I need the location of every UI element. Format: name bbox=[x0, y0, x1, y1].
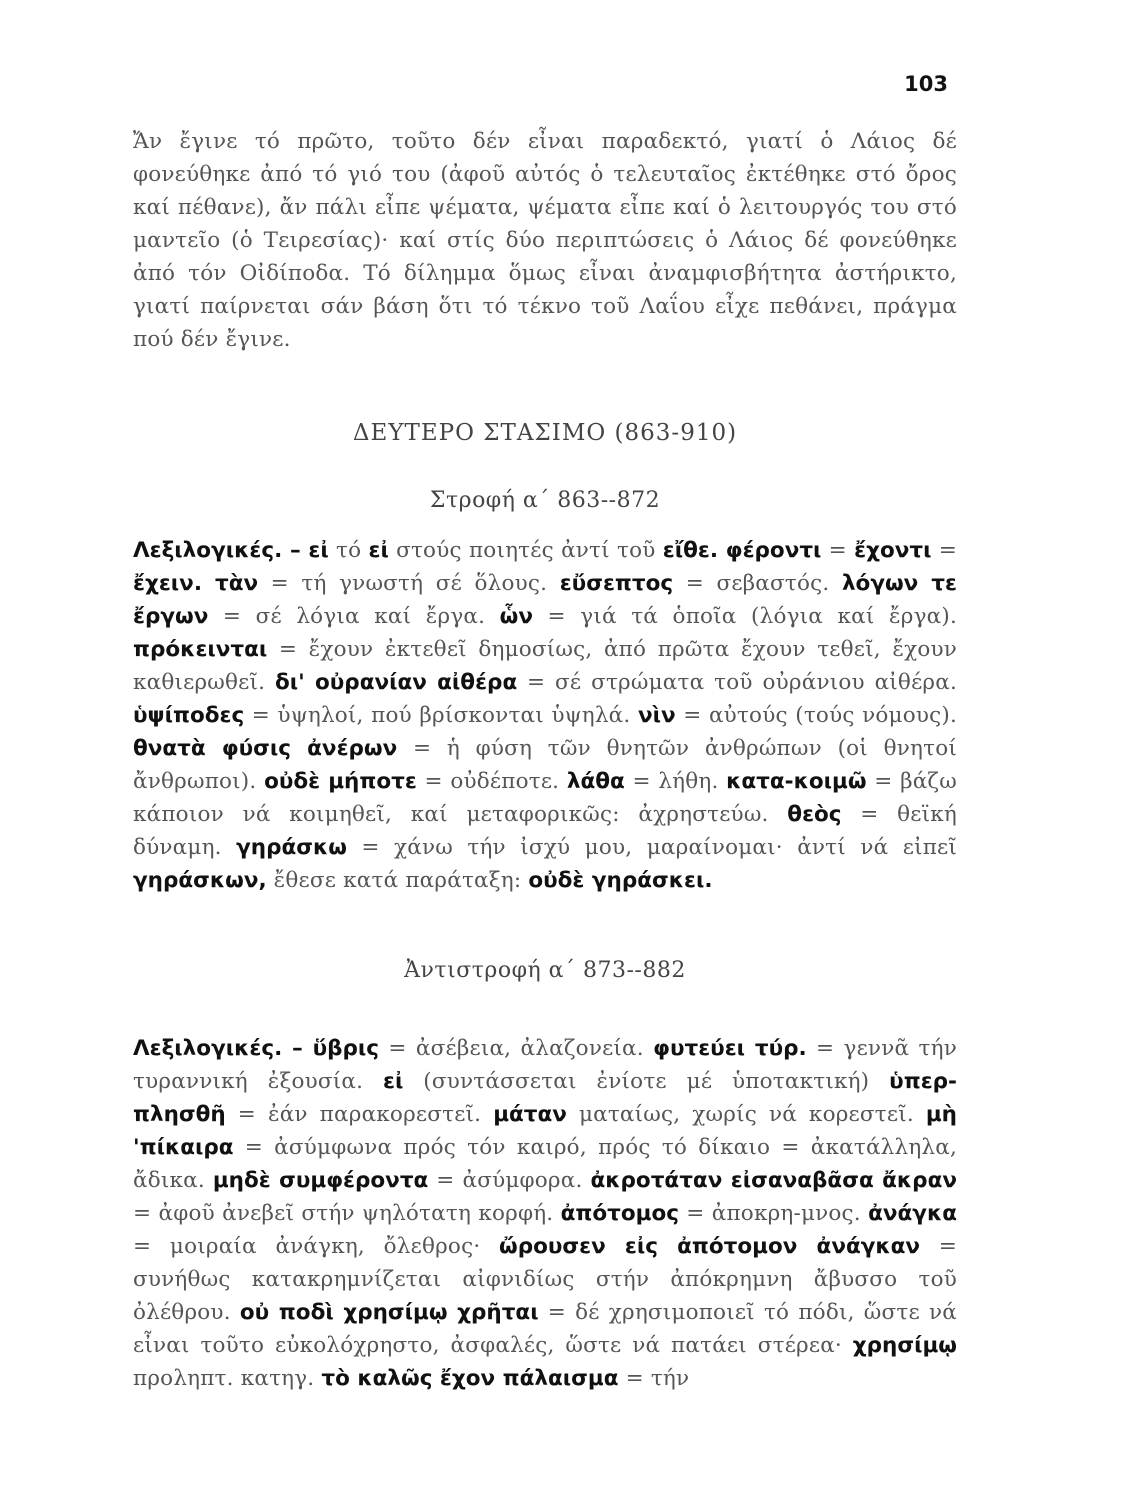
antistrophe-title: Ἀντιστροφή α΄ 873--882 bbox=[404, 958, 686, 983]
glossary-lemma: ἔχοντι bbox=[854, 538, 932, 563]
glossary-lemma: οὐδὲ γηράσκει. bbox=[528, 868, 713, 893]
glossary-lemma: ὤρουσεν εἰς ἀπότομον ἀνάγκαν bbox=[499, 1234, 921, 1259]
glossary-lemma: – εἰ bbox=[289, 538, 329, 563]
glossary-lemma: – ὕβρις bbox=[292, 1036, 380, 1061]
glossary-lemma: εἰ bbox=[368, 538, 389, 563]
glossary-gloss: = βάζω κάποιον νά κοιμηθεῖ, καί μεταφορικῶς: ἀχρηστεύω. bbox=[133, 769, 957, 827]
glossary-lemma: νὶν bbox=[637, 703, 676, 728]
glossary-lemma: ὧν bbox=[499, 604, 534, 629]
glossary-gloss: = ἀσύμφωνα πρός τόν καιρό, πρός τό δίκαιο = ἀκατάλληλα, ἄδικα. bbox=[133, 1135, 957, 1193]
glossary-lemma: οὐ ποδὶ χρησίμῳ χρῆται bbox=[239, 1300, 539, 1325]
glossary-gloss: = αὐτούς (τούς νόμους). bbox=[675, 703, 957, 728]
glossary-lemma: μὴ 'πίκαιρα bbox=[133, 1102, 957, 1160]
glossary-gloss: = ἀσέβεια, ἀλαζονεία. bbox=[379, 1036, 654, 1061]
glossary-lemma: ὑπερ-πλησθῆ bbox=[133, 1069, 957, 1127]
glossary-lemma: ἀπότομος bbox=[560, 1201, 679, 1226]
glossary-gloss: = ἀφοῦ ἀνεβεῖ στήν ψηλότατη κορφή. bbox=[133, 1201, 561, 1226]
glossary-gloss: = συνήθως κατακρημνίζεται αἰφνιδίως στήν ἀπόκρημνη ἄβυσσο τοῦ ὀλέθρου. bbox=[133, 1234, 957, 1325]
glossary-gloss: = λήθη. bbox=[624, 769, 727, 794]
glossary-lemma: λόγων τε ἔργων bbox=[133, 571, 957, 629]
intro-paragraph: Ἄν ἔγινε τό πρῶτο, τοῦτο δέν εἶναι παραδεκτό, γιατί ὁ Λάιος δέ φονεύθηκε ἀπό τό γιό του (ἀφοῦ αὐτός ὁ τελευταῖος ἐκτέθηκε στό ὄρος καί πέθανε), ἄν πάλι εἶπε ψέματα, ψέματα εἶπε καί ὁ λειτουργός του στό μαντεῖο (ὁ Τειρεσίας)· καί στίς δύο περιπτώσεις ὁ Λάιος δέ φονεύθηκε ἀπό τόν Οἰδίποδα. Τό δίλημμα ὅμως εἶναι ἀναμφισβήτητα ἀστήρικτο, γιατί παίρνεται σάν βάση ὅτι τό τέκνο τοῦ Λαΐου εἶχε πεθάνει, πράγμα πού δέν ἔγινε. bbox=[133, 129, 957, 352]
glossary-gloss: = μοιραία ἀνάγκη, ὄλεθρος· bbox=[133, 1234, 500, 1259]
glossary-lemma: γηράσκων, bbox=[133, 868, 267, 893]
glossary-lemma: φυτεύει τύρ. bbox=[653, 1036, 807, 1061]
glossary-gloss: ματαίως, χωρίς νά κορεστεῖ. bbox=[566, 1102, 926, 1127]
glossary-block-strophe bbox=[133, 534, 957, 897]
glossary-lemma: εἴθε. φέροντι bbox=[662, 538, 822, 563]
glossary-gloss: = σεβαστός. bbox=[673, 571, 842, 596]
glossary-gloss: = ἔχουν ἐκτεθεῖ δημοσίως, ἀπό πρῶτα ἔχουν τεθεῖ, ἔχουν καθιερωθεῖ. bbox=[133, 637, 957, 695]
glossary-gloss: = σέ λόγια καί ἔργα. bbox=[208, 604, 500, 629]
section-title: ΔΕΥΤΕΡΟ ΣΤΑΣΙΜΟ (863-910) bbox=[352, 420, 738, 446]
glossary-lemma: εἰ bbox=[383, 1069, 404, 1094]
glossary-gloss: προληπτ. κατηγ. bbox=[133, 1366, 322, 1391]
glossary-gloss: = χάνω τήν ἰσχύ μου, μαραίνομαι· ἀντί νά εἰπεῖ bbox=[346, 835, 958, 860]
glossary-lemma: οὐδὲ μήποτε bbox=[264, 769, 417, 794]
glossary-gloss: = bbox=[821, 538, 855, 563]
glossary-gloss: = ἡ φύση τῶν θνητῶν ἀνθρώπων (οἱ θνητοί ἄνθρωποι). bbox=[133, 736, 957, 794]
glossary-gloss: = bbox=[931, 538, 957, 563]
glossary-gloss: = γεννᾶ τήν τυραννική ἐξουσία. bbox=[133, 1036, 957, 1094]
glossary-lemma: γηράσκω bbox=[236, 835, 347, 860]
glossary-lemma: λάθα bbox=[566, 769, 625, 794]
glossary-block-antistrophe bbox=[133, 1032, 957, 1395]
glossary-lemma: μάταν bbox=[493, 1102, 567, 1127]
glossary-lemma: δι' οὐρανίαν αἰθέρα bbox=[275, 670, 518, 695]
glossary-gloss: στούς ποιητές ἀντί τοῦ bbox=[388, 538, 663, 563]
glossary-lemma: ἔχειν. τὰν bbox=[133, 571, 259, 596]
glossary-gloss: = τήν bbox=[618, 1366, 690, 1391]
glossary-gloss: = γιά τά ὁποῖα (λόγια καί ἔργα). bbox=[533, 604, 958, 629]
glossary-lemma: εὔσεπτος bbox=[559, 571, 674, 596]
glossary-lemma: θνατὰ φύσις ἀνέρων bbox=[133, 736, 398, 761]
glossary-gloss: = ἀποκρη-μνος. bbox=[678, 1201, 869, 1226]
glossary-gloss: (συντάσσεται ἐνίοτε μέ ὑποτακτική) bbox=[403, 1069, 890, 1094]
glossary-lemma: θεὸς bbox=[787, 802, 842, 827]
glossary-lemma: ἀνάγκα bbox=[868, 1201, 957, 1226]
glossary-label: Λεξιλογικές. bbox=[133, 538, 290, 563]
page-number: 103 bbox=[904, 72, 948, 96]
glossary-gloss: = ὑψηλοί, πού βρίσκονται ὑψηλά. bbox=[244, 703, 638, 728]
glossary-lemma: χρησίμῳ bbox=[852, 1333, 957, 1358]
glossary-lemma: μηδὲ συμφέροντα bbox=[212, 1168, 429, 1193]
glossary-gloss: = ἀσύμφορα. bbox=[428, 1168, 591, 1193]
glossary-lemma: ἀκροτάταν εἰσαναβᾶσα ἄκραν bbox=[590, 1168, 957, 1193]
glossary-label: Λεξιλογικές. bbox=[133, 1036, 293, 1061]
glossary-lemma: πρόκεινται bbox=[133, 637, 268, 662]
glossary-gloss: ἔθεσε κατά παράταξη: bbox=[266, 868, 529, 893]
glossary-gloss: = δέ χρησιμοποιεῖ τό πόδι, ὥστε νά εἶναι τοῦτο εὐκολόχρηστο, ἀσφαλές, ὥστε νά πατάει στέρεα· bbox=[133, 1300, 957, 1358]
glossary-lemma: τὸ καλῶς ἔχον πάλαισμα bbox=[321, 1366, 619, 1391]
glossary-lemma: ὑψίποδες bbox=[133, 703, 245, 728]
strophe-title: Στροφή α΄ 863--872 bbox=[429, 488, 661, 513]
glossary-gloss: τό bbox=[328, 538, 369, 563]
glossary-gloss: = ἐάν παρακορεστεῖ. bbox=[225, 1102, 494, 1127]
glossary-gloss: = τή γνωστή σέ ὅλους. bbox=[258, 571, 560, 596]
glossary-gloss: = θεϊκή δύναμη. bbox=[133, 802, 957, 860]
glossary-gloss: = οὐδέποτε. bbox=[416, 769, 567, 794]
glossary-lemma: κατα-κοιμῶ bbox=[726, 769, 867, 794]
glossary-gloss: = σέ στρώματα τοῦ οὐράνιου αἰθέρα. bbox=[517, 670, 957, 695]
